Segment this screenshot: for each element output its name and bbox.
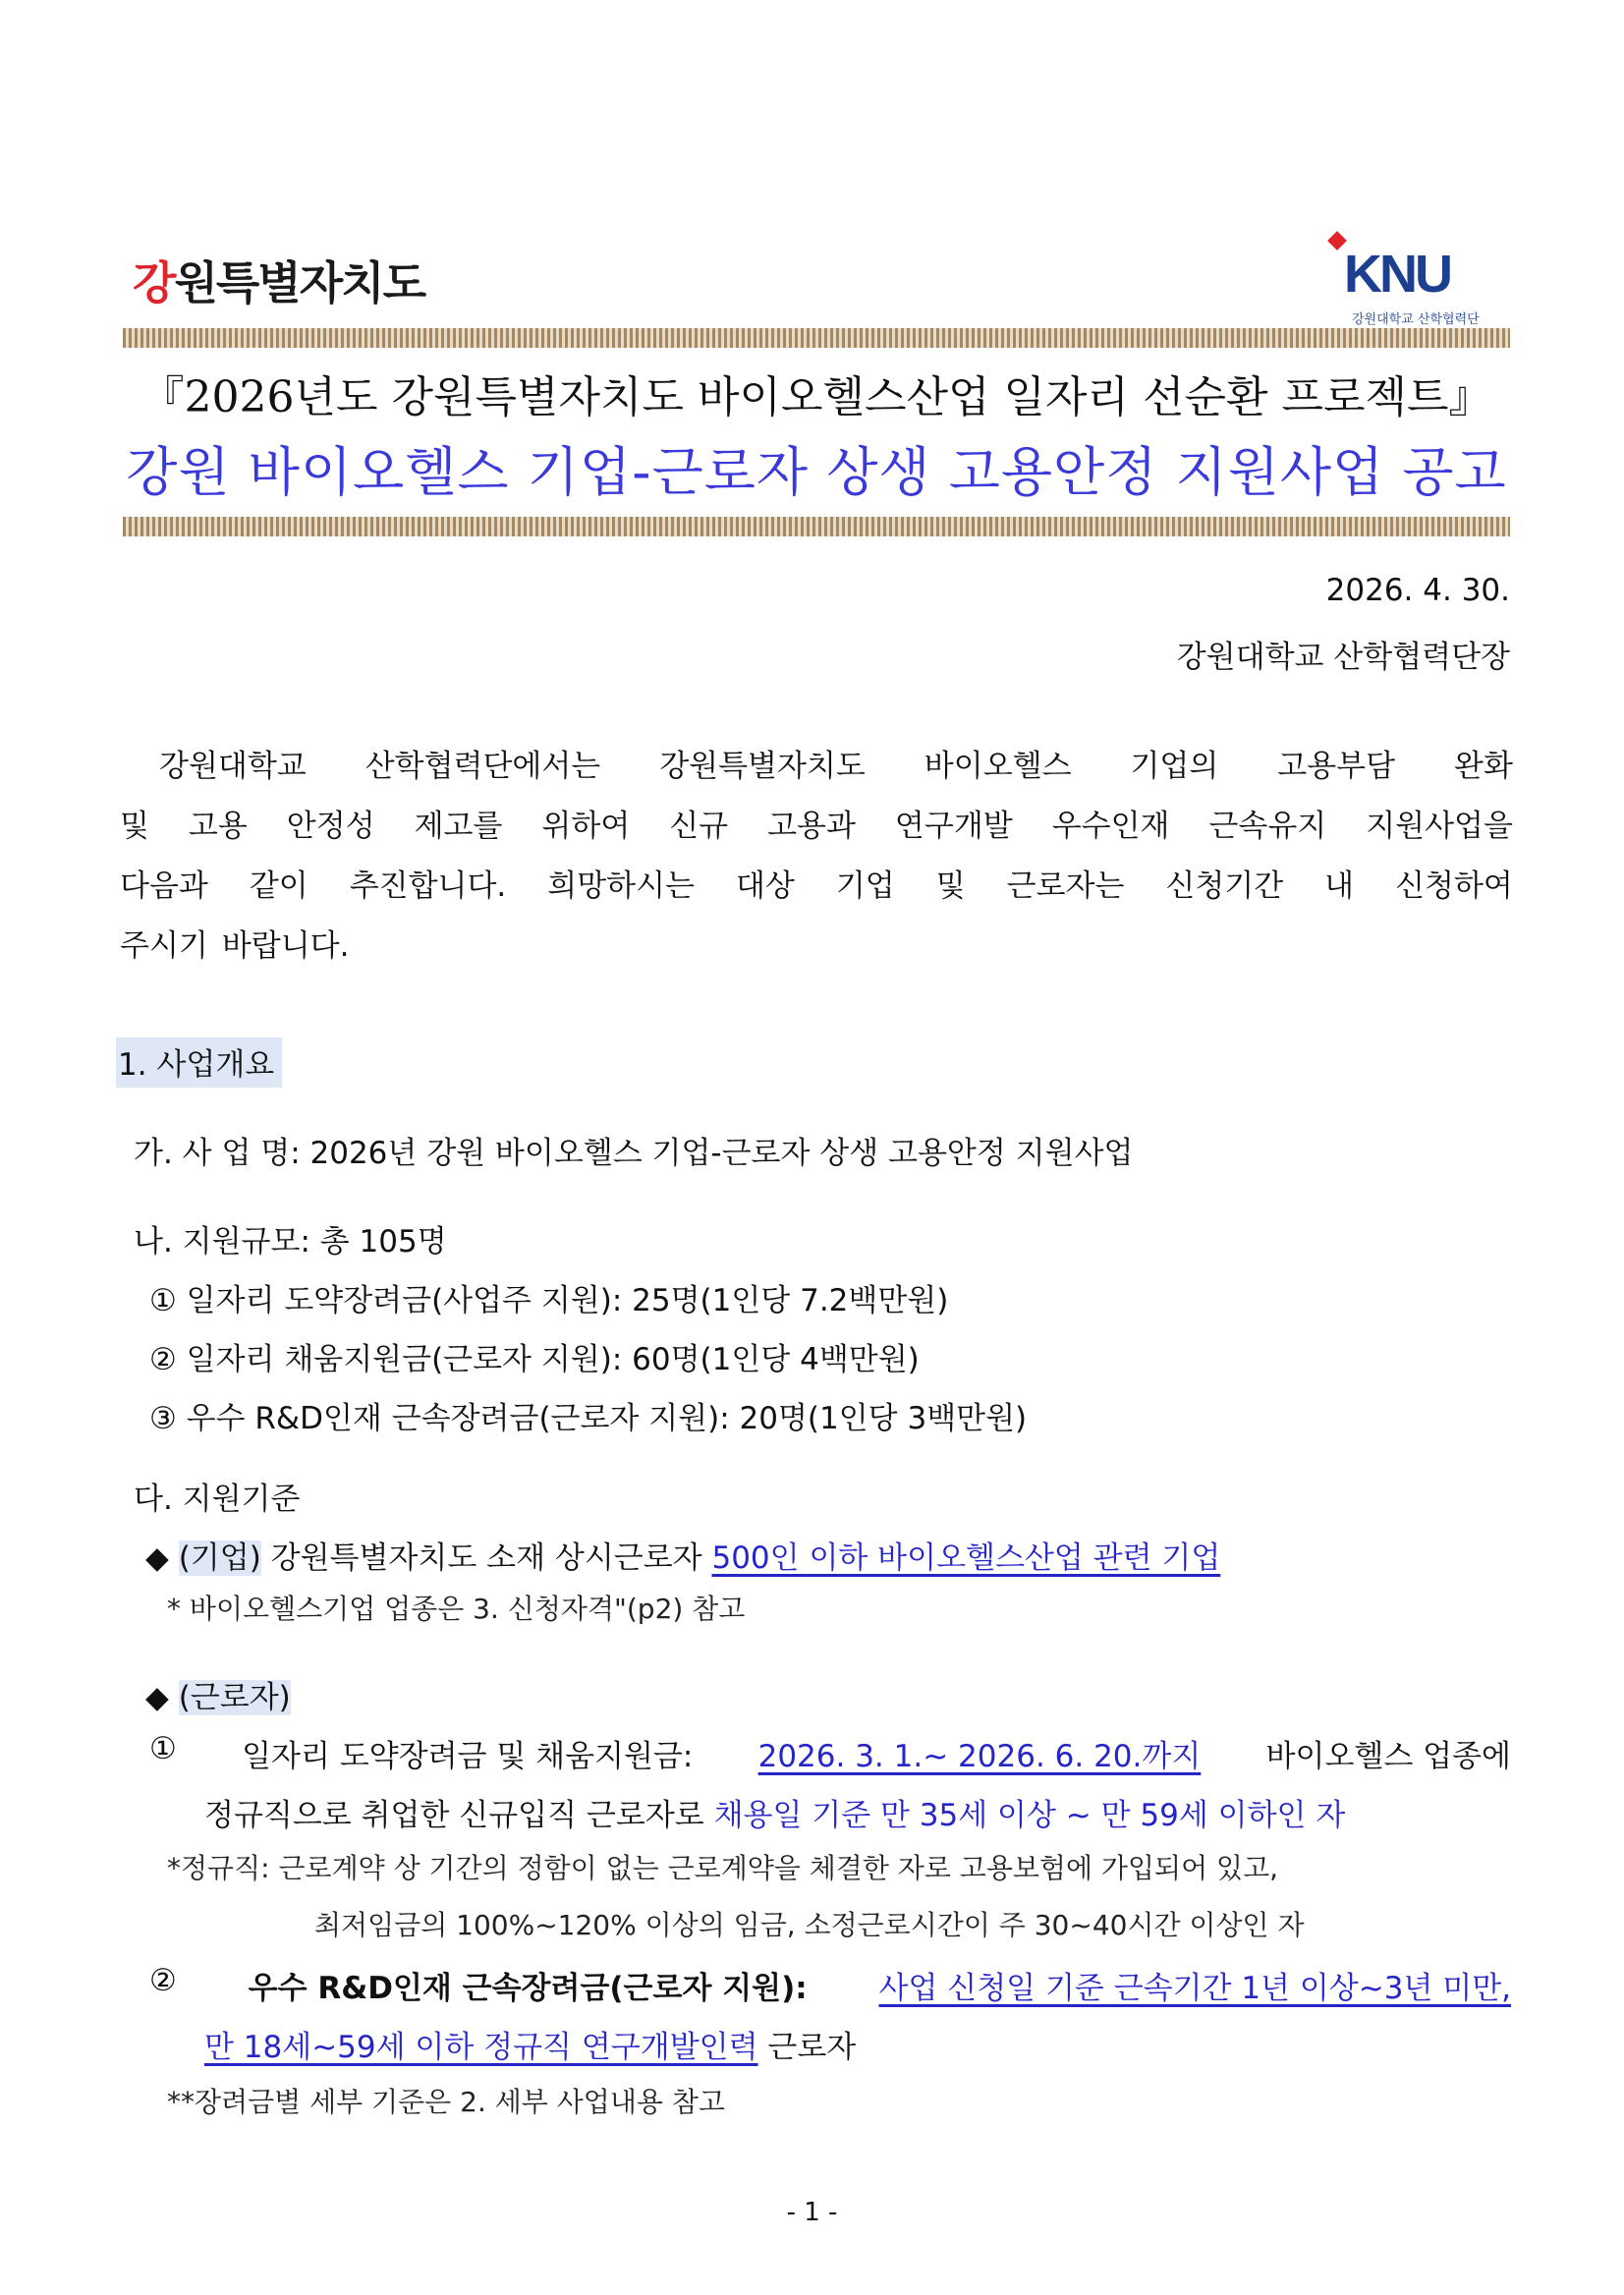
company-criteria-text: 강원특별자치도 소재 상시근로자 (270, 1540, 702, 1576)
regular-worker-note-line-1: *정규직: 근로계약 상 기간의 정함이 없는 근로계약을 체결한 자로 고용보험에 가입되어 있고, (167, 1852, 1279, 1884)
intro-word: 연구개발 (894, 809, 1013, 844)
intro-line-1 (120, 737, 1513, 797)
company-criteria-row (145, 1533, 1220, 1577)
intro-line-2 (120, 797, 1513, 857)
logo-text: 원특별자치도 (174, 256, 425, 309)
incentive-detail-note: **장려금별 세부 기준은 2. 세부 사업내용 참고 (167, 2086, 725, 2118)
item2-age-criteria: 만 18세~59세 이하 정규직 연구개발인력 (204, 2030, 758, 2065)
company-tag: (기업) (178, 1540, 261, 1576)
intro-word: 제고를 (414, 809, 503, 844)
item-number: ① (149, 1731, 177, 1766)
intro-word: 바랍니다. (221, 928, 350, 964)
intro-word: 같이 (249, 868, 308, 904)
intro-word: 및 (120, 809, 149, 844)
intro-word: 주시기 (120, 928, 208, 964)
support-item-2: ② 일자리 채움지원금(근로자 지원): 60명(1인당 4백만원) (149, 1342, 920, 1377)
worker-tag: (근로자) (178, 1680, 291, 1715)
item1-line2-text: 정규직으로 취업한 신규입직 근로자로 (204, 1798, 704, 1833)
intro-line-3 (120, 857, 1513, 917)
intro-word: 고용 (188, 809, 248, 844)
intro-line-4 (120, 917, 1513, 977)
intro-word: 및 (935, 868, 966, 904)
support-criteria-label: 다. 지원기준 (134, 1482, 301, 1517)
item2-tenure-criteria: 사업 신청일 기준 근속기간 1년 이상~3년 미만, (878, 1971, 1511, 2006)
intro-word: 신청기간 (1165, 868, 1284, 904)
item2-text-a: 우수 R&D인재 근속장려금(근로자 지원): (248, 1971, 808, 2006)
intro-word: 우수인재 (1051, 809, 1170, 844)
intro-word: 안정성 (286, 809, 375, 844)
issuer-name: 강원대학교 산학협력단장 (1176, 640, 1510, 675)
item1-date-range: 2026. 3. 1.~ 2026. 6. 20.까지 (757, 1739, 1202, 1774)
intro-word: 대상 (735, 868, 795, 904)
gangwon-province-logo (133, 248, 424, 312)
logo-red-char: 강 (133, 256, 175, 309)
intro-word: 지원사업을 (1366, 809, 1513, 844)
bottom-decorative-band (123, 517, 1510, 536)
worker-item-2-line-1 (149, 1963, 1511, 2007)
worker-item-1-line-1 (149, 1731, 1511, 1775)
intro-word: 고용과 (767, 809, 856, 844)
intro-paragraph (120, 737, 1513, 977)
worker-criteria-row (145, 1672, 291, 1716)
company-criteria-note: * 바이오헬스기업 업종은 3. 신청자격"(p2) 참고 (167, 1593, 746, 1625)
intro-word: 다음과 (120, 868, 208, 904)
intro-word: 근로자는 (1006, 868, 1125, 904)
intro-word: 완화 (1454, 749, 1513, 784)
project-title: 『2026년도 강원특별자치도 바이오헬스산업 일자리 선순환 프로젝트』 (140, 372, 1492, 422)
item1-text-b: 바이오헬스 업종에 (1265, 1739, 1511, 1774)
intro-word: 추진합니다. (349, 868, 507, 904)
page-number: - 1 - (786, 2198, 838, 2227)
intro-word: 내 (1324, 868, 1355, 904)
item1-age-criteria: 채용일 기준 만 35세 이상 ~ 만 59세 이하인 자 (713, 1798, 1346, 1833)
support-item-3: ③ 우수 R&D인재 근속장려금(근로자 지원): 20명(1인당 3백만원) (149, 1401, 1028, 1436)
section-1-heading: 1. 사업개요 (116, 1037, 282, 1088)
intro-word: 신규 (669, 809, 729, 844)
intro-word: 기업의 (1130, 749, 1219, 784)
intro-word: 위하여 (541, 809, 631, 844)
intro-word: 산학협력단에서는 (364, 749, 601, 784)
intro-word: 기업 (835, 868, 895, 904)
knu-logo-text: KNU (1344, 245, 1450, 304)
item2-line2-text: 근로자 (767, 2030, 857, 2065)
notice-title: 강원 바이오헬스 기업-근로자 상생 고용안정 지원사업 공고 (126, 441, 1507, 503)
intro-word: 바이오헬스 (924, 749, 1072, 784)
intro-word: 고용부담 (1277, 749, 1396, 784)
support-scale-label: 나. 지원규모: 총 105명 (134, 1224, 447, 1259)
intro-word: 강원특별자치도 (659, 749, 866, 784)
diamond-bullet-icon: ◆ (145, 1540, 169, 1576)
worker-item-2-line-2 (204, 2022, 856, 2066)
intro-word: 근속유지 (1208, 809, 1327, 844)
top-decorative-band (123, 328, 1510, 348)
regular-worker-note-line-2: 최저임금의 100%~120% 이상의 임금, 소정근로시간이 주 30~40시간 이상인 자 (314, 1909, 1305, 1941)
company-criteria-highlight: 500인 이하 바이오헬스산업 관련 기업 (711, 1540, 1221, 1576)
item1-text-a: 일자리 도약장려금 및 채움지원금: (242, 1739, 694, 1774)
worker-item-1-line-2 (204, 1790, 1345, 1834)
diamond-bullet-icon: ◆ (145, 1680, 169, 1715)
support-item-1: ① 일자리 도약장려금(사업주 지원): 25명(1인당 7.2백만원) (149, 1283, 949, 1318)
intro-word: 신청하여 (1395, 868, 1513, 904)
intro-word: 희망하시는 (547, 868, 695, 904)
knu-logo-subtitle: 강원대학교 산학협력단 (1352, 312, 1480, 327)
intro-word: 강원대학교 (159, 749, 307, 784)
project-name-row: 가. 사 업 명: 2026년 강원 바이오헬스 기업-근로자 상생 고용안정 지원사업 (134, 1136, 1134, 1171)
item-number: ② (149, 1963, 177, 1998)
notice-date: 2026. 4. 30. (1325, 573, 1510, 608)
knu-logo (1326, 234, 1503, 332)
